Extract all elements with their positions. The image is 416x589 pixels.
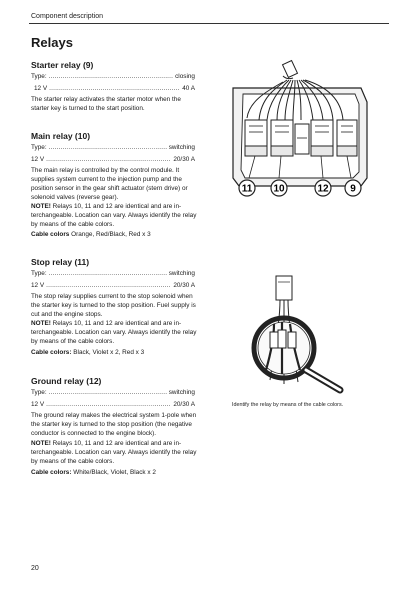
spec-row-voltage	[31, 156, 195, 163]
relay-box-illustration	[225, 58, 375, 198]
magnifier-cable-illustration	[240, 270, 360, 395]
note-text: Relays 10, 11 and 12 are identical and are in-terchangeable. Location can vary. Always identify the relay by means of the cable colors.	[31, 320, 197, 345]
cable-colors-label: Cable colors	[31, 231, 70, 238]
note-text: Relays 10, 11 and 12 are identical and are in-terchangeable. Location can vary. Always identify the relay by means of the cable colors.	[31, 440, 197, 465]
stop-relay-cable-colors	[31, 349, 197, 358]
ground-relay-description: The ground relay makes the electrical system 1-pole when the starter key is turned to the stop position (the negative conductor is connected to the engine block).	[31, 412, 197, 437]
spec-row-voltage	[31, 282, 195, 289]
cable-colors-label: Cable colors:	[31, 349, 72, 356]
spec-value: switching	[168, 144, 195, 151]
running-header: Component description	[31, 13, 103, 20]
spec-row-type	[31, 389, 195, 396]
section-title-main-relay: Main relay (10)	[31, 131, 91, 141]
spec-label: 12 V	[31, 156, 45, 163]
stop-relay-description: The stop relay supplies current to the stop solenoid when the starter key is turned to the stop position. Fuel supply is cut and the engine stops.	[31, 293, 196, 318]
callout-11	[239, 180, 255, 196]
spec-row-type	[31, 270, 195, 277]
note-text: Relays 10, 11 and 12 are identical and are in-terchangeable. Location can vary. Always identify the relay by means of the cable colors.	[31, 203, 197, 228]
section-title-ground-relay: Ground relay (12)	[31, 376, 102, 386]
spec-value: closing	[175, 73, 195, 80]
spec-label: Type:	[31, 389, 47, 396]
spec-value: switching	[168, 270, 195, 277]
cable-colors-label: Cable colors:	[31, 469, 72, 476]
spec-label: 12 V	[31, 282, 45, 289]
ground-relay-note	[31, 440, 197, 467]
starter-relay-description: The starter relay activates the starter motor when the starter key is turned to the start position.	[31, 96, 181, 112]
spec-label: Type:	[31, 270, 47, 277]
main-relay-cable-colors	[31, 231, 197, 240]
spec-value: 20/30 A	[173, 282, 195, 289]
ground-relay-cable-colors	[31, 469, 197, 478]
spec-label: Type:	[31, 144, 47, 151]
svg-text:12: 12	[317, 183, 329, 195]
cable-colors-text: Black, Violet x 2, Red x 3	[71, 349, 145, 356]
spec-value: 40 A	[182, 85, 195, 92]
spec-label: Type:	[31, 73, 47, 80]
note-label: NOTE!	[31, 440, 51, 447]
spec-value: switching	[168, 389, 195, 396]
page-number: 20	[31, 565, 39, 572]
spec-value: 20/30 A	[173, 156, 195, 163]
callout-12	[315, 180, 331, 196]
spec-label: 12 V	[34, 85, 48, 92]
main-relay-note	[31, 203, 197, 230]
section-title-stop-relay: Stop relay (11)	[31, 257, 90, 267]
stop-relay-note	[31, 320, 197, 347]
svg-text:9: 9	[350, 183, 356, 195]
header-rule	[29, 23, 389, 24]
callout-10	[271, 180, 287, 196]
spec-value: 20/30 A	[173, 401, 195, 408]
note-label: NOTE!	[31, 320, 51, 327]
spec-row-type	[31, 144, 195, 151]
page-title: Relays	[31, 35, 73, 50]
spec-row-type	[31, 73, 195, 80]
section-title-starter-relay: Starter relay (9)	[31, 60, 94, 70]
note-label: NOTE!	[31, 203, 51, 210]
svg-text:11: 11	[241, 183, 253, 195]
callout-9	[345, 180, 361, 196]
spec-label: 12 V	[31, 401, 45, 408]
cable-colors-text: Orange, Red/Black, Red x 3	[69, 231, 151, 238]
cable-colors-text: White/Black, Violet, Black x 2	[71, 469, 156, 476]
spec-row-voltage	[31, 401, 195, 408]
figure-caption: Identify the relay by means of the cable colors.	[232, 402, 344, 408]
spec-row-voltage	[34, 85, 195, 92]
svg-text:10: 10	[273, 183, 285, 195]
main-relay-description: The main relay is controlled by the control module. It supplies system current to the injection pump and the position sensor in the gear shift actuator (stern drive) or solenoid valves (reverse gear).	[31, 167, 188, 201]
